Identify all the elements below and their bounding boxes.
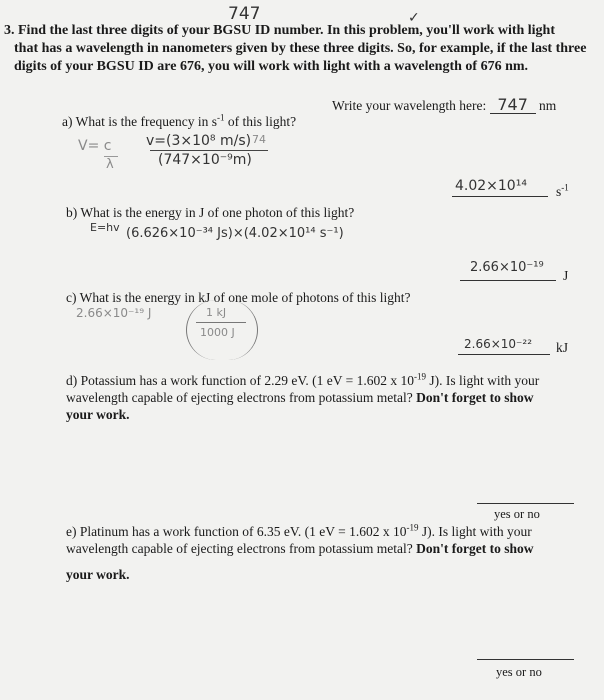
part-c-question: c) What is the energy in kJ of one mole of photons of this light? [66,290,411,305]
part-c-work-den: 1000 J [200,326,235,339]
part-b-work: (6.626×10⁻³⁴ Js)×(4.02×10¹⁴ s⁻¹) [126,226,344,241]
intro-line-1: Find the last three digits of your BGSU ID number. In this problem, you'll work with light [18,23,556,38]
part-a-answer[interactable]: 4.02×10¹⁴ [455,178,527,194]
problem-number: 3. [4,23,15,38]
wavelength-prompt [332,96,556,114]
part-d-line-1: d) Potassium has a work function of 2.29 eV. (1 eV = 1.602 x $10^{-19}$ J). Is light with your [66,371,540,388]
part-a-formula-den: λ [106,157,114,172]
part-e-answer-label: yes or no [496,665,542,679]
checkmark: ✓ [408,10,420,26]
part-c-unit: kJ [556,340,569,355]
part-a-answer-line [452,196,548,197]
wavelength-value[interactable]: 747 [490,96,536,114]
part-d-answer-label: yes or no [494,507,540,521]
part-d-line-2: wavelength capable of ejecting electrons from potassium metal? Don't forget to show [66,390,534,405]
part-b-answer[interactable]: 2.66×10⁻¹⁹ [470,260,544,275]
part-a-work-denominator: (747×10⁻⁹m) [158,152,252,168]
part-c-answer[interactable]: 2.66×10⁻²² [464,337,532,351]
intro-line-2: that has a wavelength in nanometers given by these three digits. So, for example, if the last three [14,41,587,56]
part-b-question: b) What is the energy in J of one photon of this light? [66,205,355,220]
part-a-faint-mark: 74 [252,133,266,146]
part-e-line-2: wavelength capable of ejecting electrons from potassium metal? Don't forget to show [66,541,534,556]
part-b-answer-line [460,280,556,281]
wavelength-label: Write your wavelength here: [332,98,487,113]
handwritten-id-digits: 747 [228,4,261,24]
part-a-formula-lhs: V= c [78,138,112,154]
part-d-answer-line[interactable] [477,503,574,504]
part-e-answer-line[interactable] [477,659,574,660]
part-d-line-3: your work. [66,407,130,422]
part-a-work-numerator: v=(3×10⁸ m/s) [146,133,252,149]
problem-intro [4,22,604,39]
part-c-work-num: 1 kJ [206,306,227,319]
part-c-work-left: 2.66×10⁻¹⁹ J [76,306,152,320]
part-e-line-1: e) Platinum has a work function of 6.35 eV. (1 eV = 1.602 x $10^{-19}$ J). Is light with your [66,522,532,539]
part-b-formula: E=hv [90,221,120,234]
part-b-unit: J [563,268,569,283]
part-a-unit: $s^{-1}$ [556,182,569,199]
part-a-question: a) What is the frequency in $s^{-1}$ of this light? [62,112,297,129]
part-a-work-bar [150,150,268,151]
part-c-answer-line [458,354,550,355]
part-c-work-bar [196,322,246,323]
part-e-line-3: your work. [66,567,130,582]
wavelength-unit: nm [539,98,557,113]
intro-line-3: digits of your BGSU ID are 676, you will work with light with a wavelength of 676 nm. [14,59,529,74]
